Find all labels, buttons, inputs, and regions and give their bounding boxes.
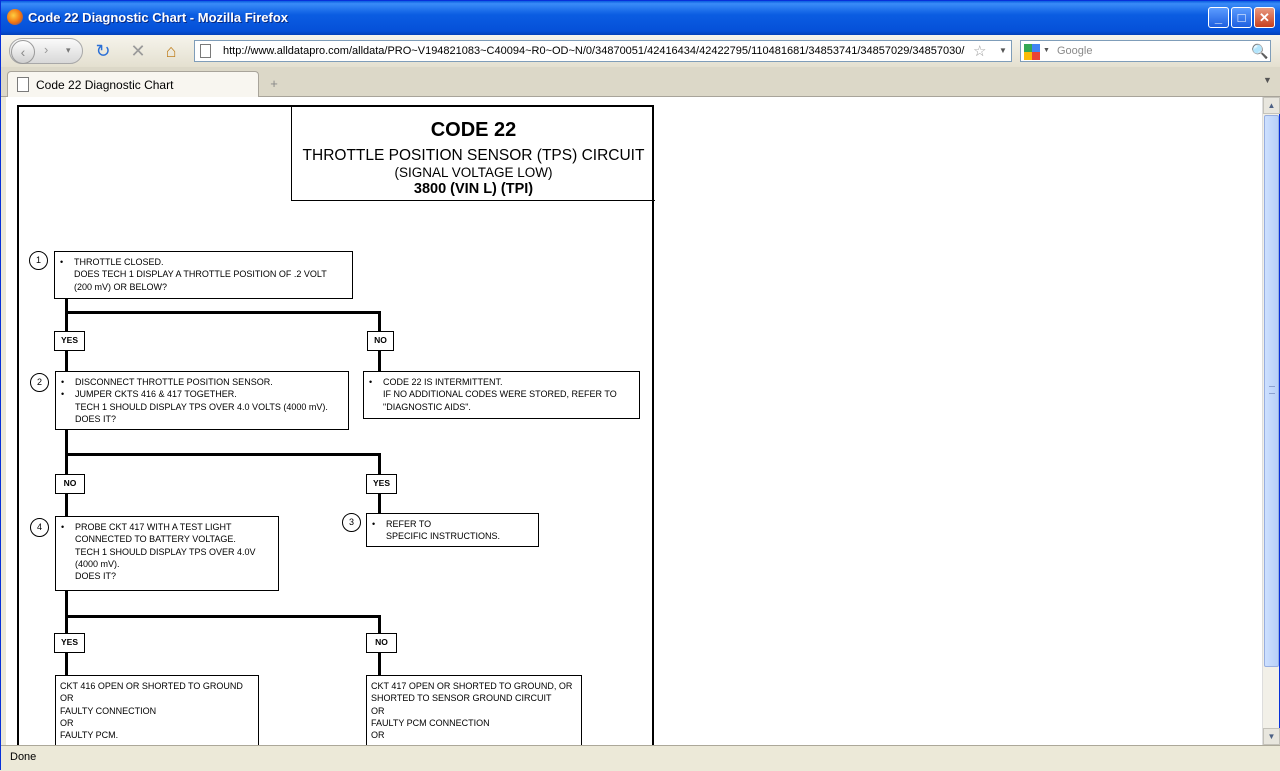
- connector: [65, 494, 68, 516]
- connector: [378, 311, 381, 331]
- reload-button[interactable]: ↻: [95, 40, 111, 61]
- yes-label: YES: [54, 633, 85, 653]
- bookmark-star-icon[interactable]: ☆: [973, 43, 987, 60]
- title-bar: [1, 1, 1280, 35]
- search-icon[interactable]: 🔍: [1251, 43, 1269, 59]
- tab-strip: [1, 67, 1280, 97]
- step-2-bullet-1: DISCONNECT THROTTLE POSITION SENSOR.: [75, 377, 273, 387]
- result-no-line-1: CKT 417 OPEN OR SHORTED TO GROUND, OR: [371, 681, 573, 691]
- scroll-up-button[interactable]: ▲: [1263, 97, 1280, 114]
- status-bar: [1, 745, 1280, 771]
- connector: [65, 591, 68, 633]
- page-icon: [17, 77, 29, 92]
- search-bar[interactable]: [1020, 40, 1271, 62]
- connector: [65, 299, 68, 331]
- thumb-grip: [1269, 386, 1275, 394]
- url-text[interactable]: http://www.alldatapro.com/alldata/PRO~V194821083~C40094~R0~OD~N/0/34870051/42416434/42422795/110481681/34853741/34857029/34857030/: [223, 45, 965, 57]
- chart-title-box: [291, 107, 655, 201]
- stop-button[interactable]: ✕: [130, 40, 146, 61]
- step-1-box: [54, 251, 353, 299]
- connector: [378, 453, 381, 474]
- step-2-bullet-row: [61, 376, 344, 388]
- result-yes-box: [55, 675, 259, 745]
- connector: [65, 453, 381, 456]
- step-1-line-3: (200 mV) OR BELOW?: [74, 281, 168, 292]
- step-3-box: [366, 513, 539, 547]
- history-dropdown-icon[interactable]: ▾: [66, 45, 71, 55]
- firefox-icon: [7, 9, 23, 25]
- intermittent-line-2: IF NO ADDITIONAL CODES WERE STORED, REFER TO: [383, 389, 617, 400]
- chart-engine: 3800 (VIN L) (TPI): [413, 181, 534, 197]
- page-icon: [200, 44, 211, 58]
- result-no-line-2: SHORTED TO SENSOR GROUND CIRCUIT: [371, 693, 552, 704]
- chart-subtitle: (SIGNAL VOLTAGE LOW): [394, 165, 553, 180]
- step-1-line-1: THROTTLE CLOSED.: [74, 257, 164, 267]
- connector: [65, 615, 381, 618]
- result-yes-line-5: FAULTY PCM.: [60, 730, 119, 741]
- step-4-line-2: CONNECTED TO BATTERY VOLTAGE.: [75, 534, 236, 545]
- connector: [378, 351, 381, 371]
- back-button[interactable]: ‹: [11, 40, 35, 64]
- step-2-line-2: DOES IT?: [75, 413, 117, 424]
- no-label: NO: [366, 633, 397, 653]
- step-4-line-1: PROBE CKT 417 WITH A TEST LIGHT: [75, 522, 232, 532]
- tab-label: Code 22 Diagnostic Chart: [36, 78, 174, 92]
- connector: [378, 615, 381, 633]
- yes-label: YES: [54, 331, 85, 351]
- url-bar[interactable]: [194, 40, 1012, 62]
- tab-code-22[interactable]: [7, 71, 259, 97]
- bullet: •: [61, 377, 65, 387]
- step-4-box: [55, 516, 279, 591]
- result-yes-line-3: FAULTY CONNECTION: [60, 705, 157, 716]
- connector: [65, 653, 68, 675]
- bullet: •: [369, 377, 373, 387]
- status-text: Done: [10, 751, 37, 763]
- result-no-box: [366, 675, 582, 745]
- yes-label: YES: [366, 474, 397, 494]
- bullet: •: [60, 257, 64, 267]
- bullet: •: [372, 519, 376, 529]
- back-forward-group: [9, 38, 83, 64]
- bullet: •: [61, 389, 65, 400]
- minimize-button[interactable]: _: [1208, 7, 1229, 28]
- step-4-line-5: DOES IT?: [75, 571, 117, 582]
- step-number-1: 1: [29, 251, 48, 270]
- search-input[interactable]: Google: [1057, 45, 1093, 57]
- search-engine-dropdown-icon[interactable]: ▼: [1043, 47, 1050, 54]
- home-button[interactable]: ⌂: [165, 40, 177, 61]
- google-icon[interactable]: [1024, 44, 1040, 60]
- connector: [378, 653, 381, 675]
- maximize-button[interactable]: □: [1231, 7, 1252, 28]
- scroll-down-button[interactable]: ▼: [1263, 728, 1280, 745]
- window-title: Code 22 Diagnostic Chart - Mozilla Firefox: [28, 10, 289, 25]
- intermittent-line-3: "DIAGNOSTIC AIDS".: [383, 401, 471, 412]
- step-number-4: 4: [30, 518, 49, 537]
- step-3-line-1: REFER TO: [386, 519, 432, 529]
- chart-title: THROTTLE POSITION SENSOR (TPS) CIRCUIT: [302, 147, 645, 164]
- step-4-line-3: TECH 1 SHOULD DISPLAY TPS OVER 4.0V: [75, 546, 256, 557]
- connector: [378, 494, 381, 514]
- close-button[interactable]: ✕: [1254, 7, 1275, 28]
- vertical-scrollbar[interactable]: [1262, 97, 1279, 745]
- step-2-line-1: TECH 1 SHOULD DISPLAY TPS OVER 4.0 VOLTS (4000 mV).: [75, 401, 328, 412]
- result-yes-line-2: OR: [60, 693, 74, 704]
- result-no-line-4: FAULTY PCM CONNECTION: [371, 717, 490, 728]
- no-label: NO: [55, 474, 85, 494]
- forward-button[interactable]: ›: [44, 42, 49, 57]
- step-4-line-4: (4000 mV).: [75, 558, 120, 569]
- connector: [65, 351, 68, 371]
- diagnostic-chart: [17, 105, 654, 745]
- connector: [65, 430, 68, 474]
- step-number-2: 2: [30, 373, 49, 392]
- step-2-bullet-2: JUMPER CKTS 416 & 417 TOGETHER.: [75, 389, 237, 400]
- result-yes-line-1: CKT 416 OPEN OR SHORTED TO GROUND: [60, 681, 243, 691]
- url-dropdown-icon[interactable]: ▼: [999, 46, 1007, 55]
- navigation-toolbar: [1, 35, 1280, 67]
- step-2-box: [55, 371, 349, 430]
- new-tab-button[interactable]: +: [270, 76, 278, 91]
- chart-code: CODE 22: [430, 119, 517, 141]
- step-2-bullet-row: [61, 388, 344, 400]
- scroll-thumb[interactable]: [1264, 115, 1279, 667]
- step-1-line-2: DOES TECH 1 DISPLAY A THROTTLE POSITION OF .2 VOLT: [74, 269, 327, 280]
- tab-list-icon[interactable]: ▼: [1263, 75, 1272, 85]
- page-content: [6, 97, 1262, 745]
- result-yes-line-4: OR: [60, 717, 74, 728]
- step-number-3: 3: [342, 513, 361, 532]
- result-no-line-3: OR: [371, 705, 385, 716]
- bullet: •: [61, 522, 65, 532]
- result-no-line-5: OR: [371, 730, 385, 741]
- connector: [65, 311, 381, 314]
- no-label: NO: [367, 331, 394, 351]
- step-3-line-2: SPECIFIC INSTRUCTIONS.: [386, 531, 501, 542]
- intermittent-box: [363, 371, 640, 419]
- intermittent-line-1: CODE 22 IS INTERMITTENT.: [383, 377, 503, 387]
